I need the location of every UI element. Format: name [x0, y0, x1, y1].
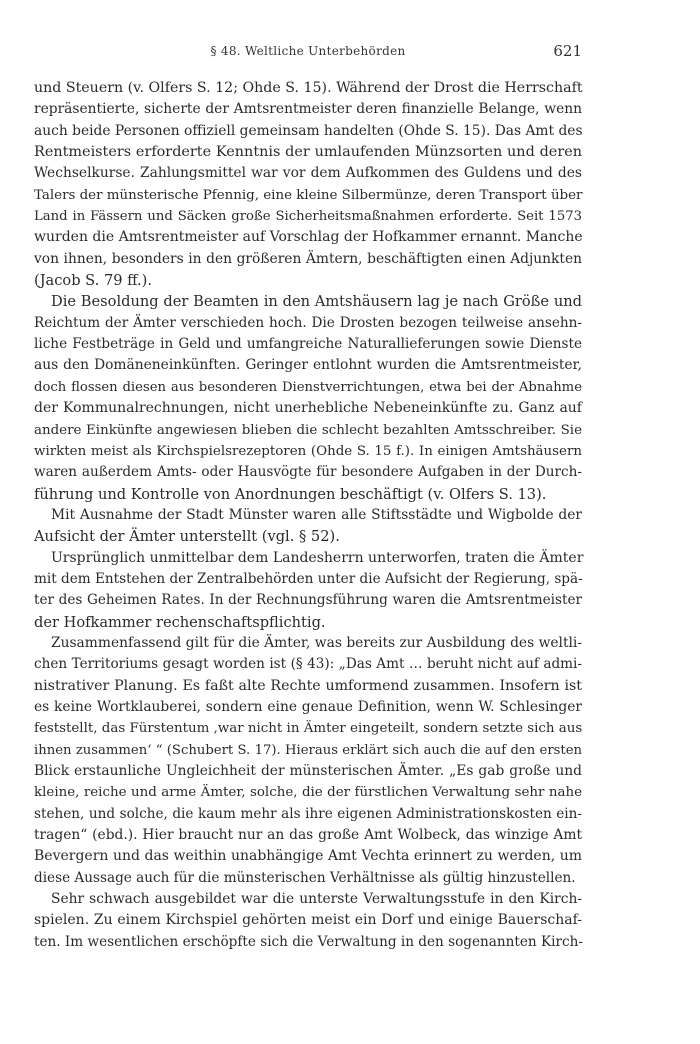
running-head: § 48. Weltliche Unterbehörden — [210, 44, 406, 58]
text-line: liche Festbeträge in Geld und umfangreiche Naturallieferungen sowie Dienste — [34, 336, 582, 353]
text-line: Reichtum der Ämter verschieden hoch. Die Drosten bezogen teilweise ansehn- — [34, 314, 582, 331]
text-line: auch beide Personen offiziell gemeinsam handelten (Ohde S. 15). Das Amt des — [34, 122, 583, 139]
text-line: (Jacob S. 79 ff.). — [34, 272, 152, 290]
text-line: Blick erstaunliche Ungleichheit der münsterischen Ämter. „Es gab große und — [34, 763, 582, 779]
text-line: ihnen zusammen‘ “ (Schubert S. 17). Hieraus erklärt sich auch die auf den ersten — [34, 742, 582, 758]
text-line: ten. Im wesentlichen erschöpfte sich die Verwaltung in den sogenannten Kirch- — [34, 933, 583, 950]
text-line: Mit Ausnahme der Stadt Münster waren alle Stiftsstädte und Wigbolde der — [51, 506, 582, 523]
text-line: wirkten meist als Kirchspielsrezeptoren (Ohde S. 15 f.). In einigen Amtshäusern — [34, 443, 582, 459]
text-line: nistrativer Planung. Es faßt alte Rechte umformend zusammen. Insofern ist — [34, 677, 582, 694]
text-line: der Hofkammer rechenschaftspflichtig. — [34, 613, 326, 631]
text-line: von ihnen, besonders in den größeren Ämtern, beschäftigten einen Adjunkten — [34, 250, 582, 267]
text-line: Bevergern und das weithin unabhängige Amt Vechta erinnert zu werden, um — [34, 848, 582, 865]
text-line: stehen, und solche, die kaum mehr als ihre eigenen Administrationskosten ein- — [34, 805, 582, 822]
text-line: waren außerdem Amts- oder Hausvögte für besondere Aufgaben in der Durch- — [34, 464, 582, 481]
text-line: ter des Geheimen Rates. In der Rechnungsführung waren die Amtsrentmeister — [34, 592, 582, 609]
text-line: und Steuern (v. Olfers S. 12; Ohde S. 15). Während der Drost die Herrschaft — [34, 80, 583, 96]
text-line: feststellt, das Fürstentum ‚war nicht in Ämter eingeteilt, sondern setzte sich aus — [34, 721, 583, 737]
text-line: aus den Domäneneinkünften. Geringer entlohnt wurden die Amtsrentmeister, — [34, 357, 582, 374]
text-line: doch flossen diesen aus besonderen Dienstverrichtungen, etwa bei der Abnahme — [34, 379, 582, 395]
text-line: chen Territoriums gesagt worden ist (§ 43): „Das Amt … beruht nicht auf admi- — [34, 656, 582, 673]
text-line: Aufsicht der Ämter unterstellt (vgl. § 52). — [34, 528, 340, 546]
text-line: spielen. Zu einem Kirchspiel gehörten meist ein Dorf und einige Bauerschaf- — [34, 912, 582, 929]
text-line: Wechselkurse. Zahlungsmittel war vor dem Aufkommen des Guldens und des — [34, 165, 582, 182]
text-line: tragen“ (ebd.). Hier braucht nur an das große Amt Wolbeck, das winzige Amt — [34, 827, 582, 844]
text-line: Zusammenfassend gilt für die Ämter, was bereits zur Ausbildung des weltli- — [51, 634, 582, 651]
text-line: Sehr schwach ausgebildet war die unterste Verwaltungsstufe in den Kirch- — [51, 891, 582, 908]
text-line: Ursprünglich unmittelbar dem Landesherrn unterworfen, traten die Ämter — [51, 549, 584, 566]
text-line: der Kommunalrechnungen, nicht unerhebliche Nebeneinkünfte zu. Ganz auf — [34, 400, 582, 417]
text-line: diese Aussage auch für die münsterischen Verhältnisse als gültig hinzustellen. — [34, 869, 576, 886]
text-line: es keine Wortklauberei, sondern eine genaue Definition, wenn W. Schlesinger — [34, 698, 582, 715]
page-header — [34, 44, 582, 64]
text-line: mit dem Entstehen der Zentralbehörden unter die Aufsicht der Regierung, spä- — [34, 570, 583, 587]
text-line: kleine, reiche und arme Ämter, solche, die der fürstlichen Verwaltung sehr nahe — [34, 785, 582, 801]
text-line: Die Besoldung der Beamten in den Amtshäusern lag je nach Größe und — [51, 293, 582, 311]
text-line: wurden die Amtsrentmeister auf Vorschlag der Hofkammer ernannt. Manche — [34, 229, 583, 246]
text-line: Land in Fässern und Säcken große Sicherheitsmaßnahmen erforderte. Seit 1573 — [34, 209, 582, 225]
text-line: Rentmeisters erforderte Kenntnis der umlaufenden Münzsorten und deren — [34, 144, 582, 161]
page-number: 621 — [553, 42, 582, 60]
body-text — [34, 78, 582, 953]
text-line: repräsentierte, sicherte der Amtsrentmeister deren finanzielle Belange, wenn — [34, 101, 582, 118]
text-line: Talers der münsterische Pfennig, eine kleine Silbermünze, deren Transport über — [34, 187, 583, 203]
text-line: führung und Kontrolle von Anordnungen beschäftigt (v. Olfers S. 13). — [34, 485, 547, 503]
text-line: andere Einkünfte angewiesen blieben die schlecht bezahlten Amtsschreiber. Sie — [34, 422, 582, 438]
